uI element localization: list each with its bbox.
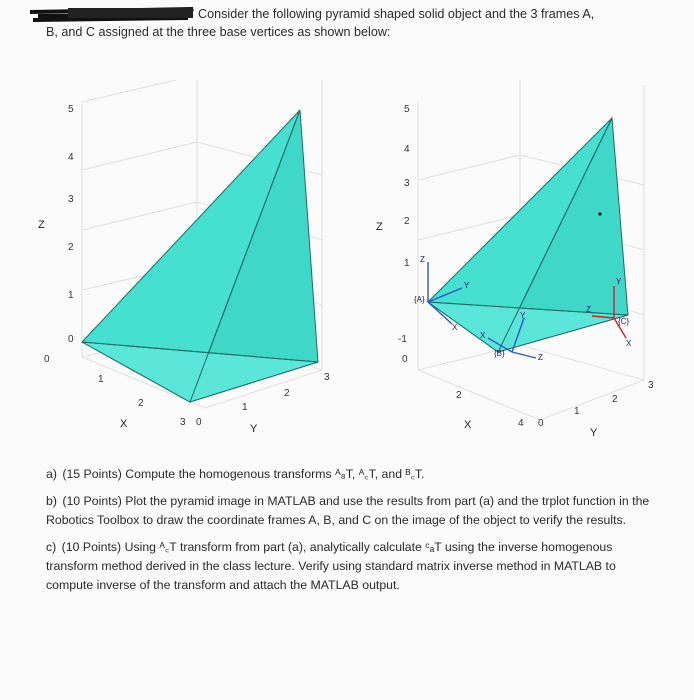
question-text: Compute the homogenous transforms ᴬ₈T, ᴬ꜀T, and ᴮ꜀T. bbox=[125, 467, 425, 481]
intro-text bbox=[30, 6, 670, 41]
left-origin-tick: 0 bbox=[44, 354, 50, 365]
left-x-tick: 1 bbox=[98, 374, 104, 385]
question-c bbox=[46, 538, 656, 595]
frame-a-z-label: Z bbox=[420, 255, 425, 264]
question-points: (15 Points) bbox=[62, 467, 122, 481]
frame-c-z-label: Z bbox=[586, 305, 591, 314]
question-label: a) bbox=[46, 467, 57, 481]
frame-c-y-label: Y bbox=[616, 277, 622, 286]
frame-b-name: {B} bbox=[494, 349, 505, 358]
right-z-tick: 2 bbox=[404, 216, 410, 227]
right-x-label: X bbox=[464, 419, 472, 431]
right-y-tick: 2 bbox=[612, 394, 618, 405]
frame-a-y-label: Y bbox=[464, 281, 470, 290]
right-z-neg-tick: -1 bbox=[398, 334, 407, 345]
right-z-tick: 3 bbox=[404, 178, 410, 189]
left-z-tick: 0 bbox=[68, 334, 74, 345]
right-z-label: Z bbox=[376, 221, 383, 233]
left-x-tick: 3 bbox=[180, 417, 186, 428]
left-x-tick: 2 bbox=[138, 398, 144, 409]
left-y-tick: 1 bbox=[242, 402, 248, 413]
right-y-tick: 3 bbox=[648, 380, 654, 391]
question-b bbox=[46, 492, 656, 530]
left-x-zero-tick: 0 bbox=[196, 417, 202, 428]
right-z-tick: 5 bbox=[404, 104, 410, 115]
question-points: (10 Points) bbox=[62, 494, 122, 508]
left-plot bbox=[38, 80, 330, 435]
question-text: Plot the pyramid image in MATLAB and use the results from part (a) and the trplot function in the Robotics Toolbox to draw the coordinate frames A, B, and C on the image of the object to verify the results. bbox=[46, 494, 650, 527]
left-x-label: X bbox=[120, 418, 128, 430]
left-y-tick: 3 bbox=[324, 372, 330, 383]
left-z-tick: 4 bbox=[68, 152, 74, 163]
left-z-tick: 2 bbox=[68, 242, 74, 253]
frame-a-x-label: X bbox=[452, 323, 458, 332]
left-z-tick: 1 bbox=[68, 290, 74, 301]
frame-c-x-label: X bbox=[626, 339, 632, 348]
right-x-tick: 2 bbox=[456, 390, 462, 401]
right-plot bbox=[376, 80, 654, 439]
left-pyramid bbox=[82, 110, 318, 402]
frame-b-y-label: Y bbox=[520, 311, 526, 320]
question-label: b) bbox=[46, 494, 57, 508]
right-y-label: Y bbox=[590, 427, 598, 439]
right-z-tick: 1 bbox=[404, 258, 410, 269]
left-z-tick: 5 bbox=[68, 104, 74, 115]
question-points: (10 Points) bbox=[61, 540, 122, 554]
question-label: c) bbox=[46, 540, 57, 554]
left-y-tick: 2 bbox=[284, 388, 290, 399]
right-x-tick: 4 bbox=[518, 418, 524, 429]
left-y-label: Y bbox=[250, 423, 258, 435]
left-z-tick: 3 bbox=[68, 194, 74, 205]
right-x-zero-tick: 0 bbox=[538, 418, 544, 429]
question-a bbox=[46, 465, 656, 484]
frame-b-z-label: Z bbox=[538, 353, 543, 362]
pyramid-figure bbox=[0, 80, 694, 460]
intro-line-2: B, and C assigned at the three base vertices as shown below: bbox=[46, 25, 391, 39]
frame-b-x-label: X bbox=[480, 331, 486, 340]
frame-a-name: {A} bbox=[414, 295, 425, 304]
right-y-tick: 1 bbox=[574, 406, 580, 417]
intro-line-1: Consider the following pyramid shaped solid object and the 3 frames A, bbox=[198, 7, 595, 21]
right-origin-tick: 0 bbox=[402, 354, 408, 365]
right-z-tick: 4 bbox=[404, 144, 410, 155]
left-z-label: Z bbox=[38, 219, 45, 231]
frame-c-name: {C} bbox=[618, 317, 630, 326]
questions bbox=[46, 465, 656, 603]
question-text: Using ᴬ꜀T transform from part (a), analytically calculate ᶜₐT using the inverse homogenous transform method derived in the class lecture. Verify using standard matrix inverse method in MATLAB to compute inverse of the transform and attach the MATLAB output. bbox=[46, 540, 616, 592]
